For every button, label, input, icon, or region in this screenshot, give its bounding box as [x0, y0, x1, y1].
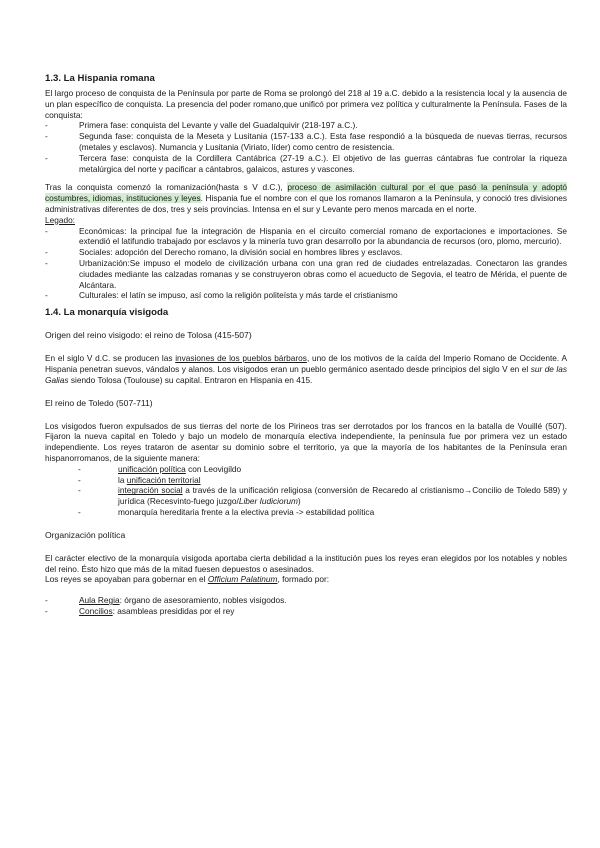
organization-paragraph: El carácter electivo de la monarquía visigoda aportaba cierta debilidad a la institución pues los reyes eran elegidos por los notables y nobles del reino. Ésto hizo que más de la mitad fuesen depuestos o asesinados. [45, 552, 567, 574]
bullet-dash: - [45, 290, 48, 301]
term-aula-regia: Aula Regia [79, 595, 120, 606]
list-item [45, 290, 567, 301]
list-item [45, 595, 567, 606]
bullet-dash: - [45, 257, 48, 268]
bullet-dash: - [45, 225, 48, 236]
officium-line [45, 574, 567, 585]
bullet-dash: - [78, 485, 81, 496]
heading-origen: Origen del reino visigodo: el reino de Tolosa (415-507) [45, 330, 252, 341]
item-text: con Leovigildo [185, 463, 242, 474]
legacy-social: Sociales: adopción del Derecho romano, la división social en hombres libres y esclavos. [79, 247, 403, 258]
list-item [45, 606, 567, 617]
list-item [45, 131, 567, 153]
term-concilios: Concilios [79, 605, 113, 616]
term-unificacion-territorial: unificación territorial [126, 474, 201, 485]
list-item [45, 464, 567, 475]
origin-paragraph [45, 353, 567, 385]
officium-text-end: , formado por: [277, 574, 330, 585]
invasions-link: invasiones de los pueblos bárbaros [175, 353, 307, 364]
list-item [45, 247, 567, 258]
item-text-end: ) [297, 496, 301, 507]
item-text: a través de la unificación religiosa (conversión de Recaredo al cristianismo→Concilio de Toledo 589) y jurídica (Recesvinto-fuego juzgo/ [118, 485, 568, 507]
highlighted-text: proceso de asimilación cultural por el que pasó la península y adoptó costumbres, idiomas, instituciones y leyes [45, 182, 567, 204]
origin-text-start: En el siglo V d.C. se producen las [45, 353, 176, 364]
list-item [45, 153, 567, 175]
officium-term: Officium Palatinum [207, 574, 278, 585]
origin-text-mid: , uno de los motivos de la caída del Imperio Romano de Occidente. A Hispania penetran suevos, vándalos y alanos. Los visigodos eran un pueblo germánico asentado desde principios del siglo V en el [45, 353, 567, 374]
list-item [45, 226, 567, 248]
document-page [45, 73, 567, 617]
heading-toledo: El reino de Toledo (507-711) [45, 397, 153, 408]
section-title-monarquia-visigoda: 1.4. La monarquía visigoda [45, 307, 169, 319]
officium-text-start: Los reyes se apoyaban para gobernar en el [45, 574, 208, 585]
romanization-paragraph [45, 182, 567, 214]
bullet-dash: - [45, 247, 48, 258]
list-item [45, 120, 567, 131]
origin-text-end: siendo Tolosa (Toulouse) su capital. Entraron en Hispania en 415. [68, 374, 313, 385]
bullet-dash: - [45, 131, 48, 142]
term-integracion-social: integración social [118, 485, 183, 496]
item-prefix: la [118, 474, 127, 485]
bullet-dash: - [45, 152, 48, 163]
term-unificacion-politica: unificación política [118, 463, 186, 474]
legacy-economic: Económicas: la principal fue la integración de Hispania en el circuito comercial romano de exportaciones e importaciones. Se extendió el latifundio trabajado por esclavos y la minería tuvo gran desarrollo por la abundancia de recursos (oro, plomo, mercurio). [79, 225, 567, 247]
bullet-dash: - [45, 120, 48, 131]
bullet-dash: - [45, 605, 48, 616]
toledo-paragraph: Los visigodos fueron expulsados de sus tierras del norte de los Pirineos tras ser derrotados por los francos en la batalla de Vouillé (507). Fijaron la nueva capital en Toledo y bajo un modelo de monarquía electiva independiente, la península fue por primera vez un estado independiente. Los reyes trataron de asentar su dominio sobre el territorio, ya que la mayoría de los habitantes de la Península eran hispanorromanos, de la siguiente manera: [45, 420, 567, 463]
bullet-dash: - [78, 506, 81, 517]
legacy-cultural: Culturales: el latín se impuso, así como la religión politeísta y más tarde el cristianismo [79, 290, 398, 301]
list-item [45, 485, 567, 507]
liber-italic: Liber Iudiciorum [238, 496, 298, 507]
phase-2-text: Segunda fase: conquista de la Meseta y Lusitania (157-133 a.C.). Esta fase respondió a la búsqueda de nuevas tierras, recursos (metales y esclavos). Numancia y Lusitania (Viriato, líder) como centro de resistencia. [79, 131, 567, 152]
legacy-urban: Urbanización:Se impuso el modelo de civilización urbana con una gran red de ciudades entrelazadas. Conectaron las grandes ciudades mediante las calzadas romanas y se construyeron obras como el acueducto de Segovia, el teatro de Mérida, el puente de Alcántara. [79, 257, 567, 290]
heading-organizacion: Organización política [45, 529, 126, 540]
legacy-label: Legado: [45, 214, 75, 225]
phase-1-text: Primera fase: conquista del Levante y valle del Guadalquivir (218-197 a.C.). [79, 120, 358, 131]
conquest-intro: El largo proceso de conquista de la Península por parte de Roma se prolongó del 218 al 19 a.C. debido a la resistencia local y la ausencia de un plan específico de conquista. La presencia del poder romano,que unificó por primera vez política y culturalmente la Península. Fases de la conquista: [45, 88, 567, 120]
item-text: monarquía hereditaria frente a la electiva previa -> estabilidad política [118, 506, 375, 517]
bullet-dash: - [45, 595, 48, 606]
item-text: : asambleas presididas por el rey [112, 605, 235, 616]
bullet-dash: - [78, 463, 81, 474]
bullet-dash: - [78, 474, 81, 485]
phase-3-text: Tercera fase: conquista de la Cordillera Cantábrica (27-19 a.C.). El objetivo de las guerras cántabras fue controlar la riqueza metalúrgica del norte y pacificar a cántabros, galaicos, astures y vascones. [79, 152, 567, 174]
list-item [45, 507, 567, 518]
romanization-text-end: . Hispania fue el nombre con el que los romanos llamaron a la Península, y conoció tres divisiones administrativas diferentes de dos, tres y seis provincias. Intensa en el sur y Levante pero menos marcada en el norte. [45, 193, 567, 214]
list-item [45, 475, 567, 486]
galias-italic: sur de las Galias [45, 363, 567, 385]
section-title-hispania-romana: 1.3. La Hispania romana [45, 73, 155, 84]
list-item [45, 258, 567, 290]
romanization-text-start: Tras la conquista comenzó la romanización(hasta s V d.C.), [45, 182, 288, 193]
item-text: : órgano de asesoramiento, nobles visigodos. [119, 595, 287, 606]
